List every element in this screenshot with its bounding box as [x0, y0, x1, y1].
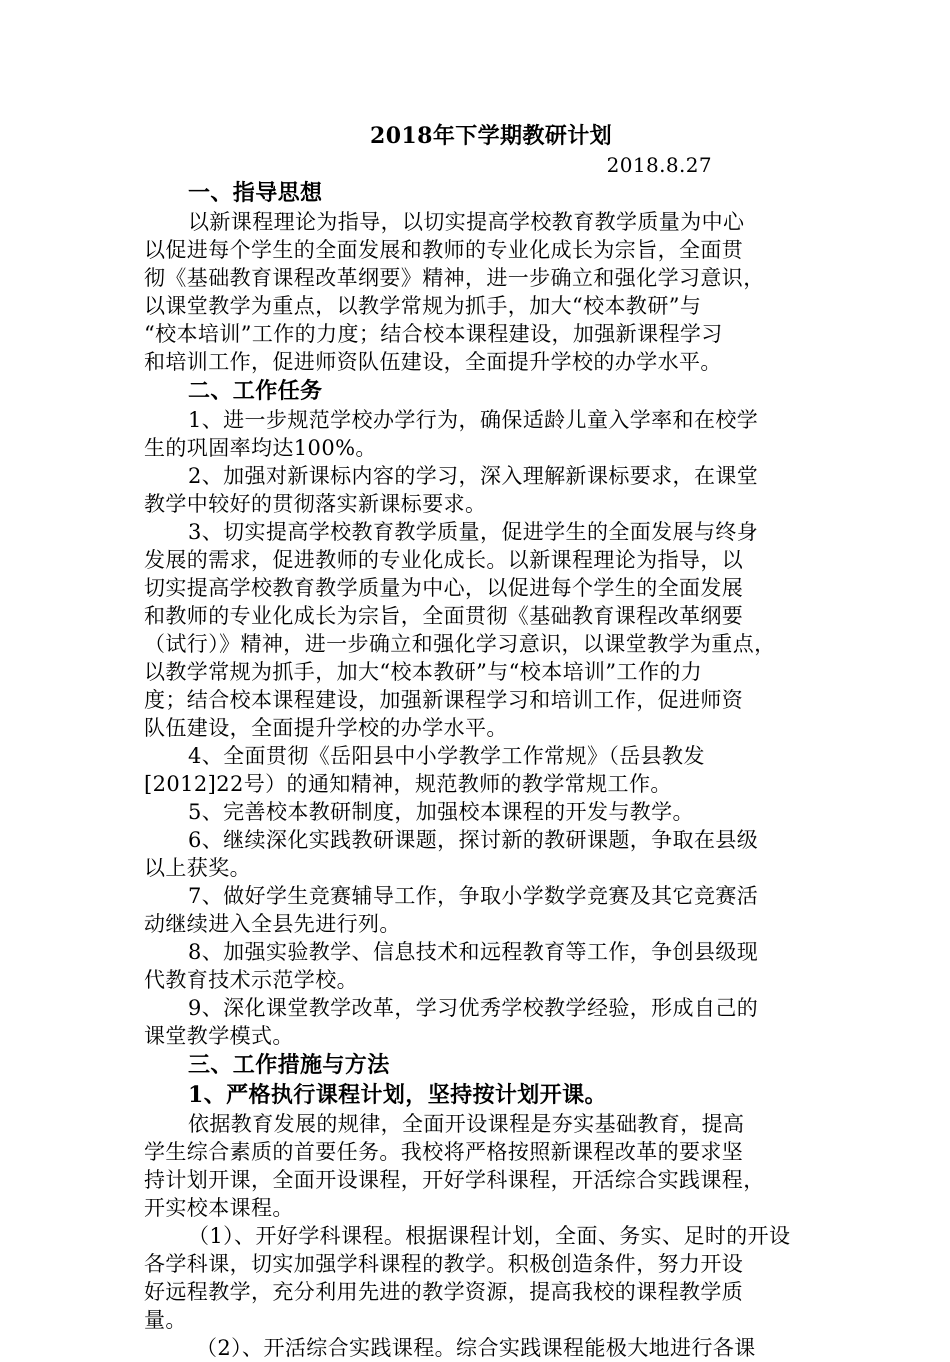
text-line: 好远程教学，充分利用先进的教学资源，提高我校的课程教学质 — [144, 1280, 744, 1304]
text-line: 生的巩固率均达100%。 — [144, 436, 377, 460]
text-line: 开实校本课程。 — [144, 1196, 294, 1220]
text-line: 依据教育发展的规律，全面开设课程是夯实基础教育，提高 — [188, 1112, 745, 1136]
text-line: 以教学常规为抓手，加大“校本教研”与“校本培训”工作的力 — [144, 660, 703, 684]
text-line: 5、完善校本教研制度，加强校本课程的开发与教学。 — [188, 800, 694, 824]
list-item-task-9 — [144, 994, 808, 1050]
text-line: 以上获奖。 — [144, 856, 251, 880]
list-item-task-4 — [144, 742, 808, 798]
text-line: 教学中较好的贯彻落实新课标要求。 — [144, 492, 487, 516]
text-line: 以课堂教学为重点，以教学常规为抓手，加大“校本教研”与 — [144, 294, 702, 318]
text-line: （试行）》精神，进一步确立和强化学习意识，以课堂教学为重点， — [144, 632, 776, 656]
text-line: 9、深化课堂教学改革，学习优秀学校教学经验，形成自己的 — [188, 996, 759, 1020]
text-line: 课堂教学模式。 — [144, 1024, 294, 1048]
list-item-task-7 — [144, 882, 808, 938]
text-line: 8、加强实验教学、信息技术和远程教育等工作，争创县级现 — [188, 940, 759, 964]
text-line: 以新课程理论为指导，以切实提高学校教育教学质量为中心 — [188, 210, 745, 234]
text-line: （1）、开好学科课程。根据课程计划，全面、务实、足时的开设 — [188, 1224, 791, 1248]
text-line: 度；结合校本课程建设，加强新课程学习和培训工作，促进师资 — [144, 688, 744, 712]
text-line: “校本培训”工作的力度；结合校本课程建设，加强新课程学习 — [144, 322, 723, 346]
list-item-task-1 — [144, 406, 808, 462]
subheading-curriculum-plan: 1、严格执行课程计划，坚持按计划开课。 — [188, 1082, 607, 1108]
text-line: 切实提高学校教育教学质量为中心，以促进每个学生的全面发展 — [144, 576, 744, 600]
text-line: 量。 — [144, 1308, 187, 1332]
section-heading-work-tasks: 二、工作任务 — [188, 378, 323, 404]
text-line: 学生综合素质的首要任务。我校将严格按照新课程改革的要求坚 — [144, 1140, 744, 1164]
list-item-task-8 — [144, 938, 808, 994]
text-line: 6、继续深化实践教研课题，探讨新的教研课题，争取在县级 — [188, 828, 759, 852]
paragraph-curriculum-basis — [144, 1110, 808, 1222]
text-line: （2）、开活综合实践课程。综合实践课程能极大地进行各课 — [196, 1336, 756, 1360]
text-line: 彻《基础教育课程改革纲要》精神，进一步确立和强化学习意识， — [144, 266, 765, 290]
document-body — [144, 120, 808, 1362]
text-line: 和培训工作，促进师资队伍建设，全面提升学校的办学水平。 — [144, 350, 722, 374]
section-heading-measures-methods: 三、工作措施与方法 — [188, 1052, 390, 1078]
text-line: 队伍建设，全面提升学校的办学水平。 — [144, 716, 508, 740]
text-line: 4、全面贯彻《岳阳县中小学教学工作常规》（岳县教发 — [188, 744, 705, 768]
text-line: 动继续进入全县先进行列。 — [144, 912, 401, 936]
list-item-task-6 — [144, 826, 808, 882]
list-item-task-5 — [144, 798, 808, 826]
text-line: 各学科课，切实加强学科课程的教学。积极创造条件，努力开设 — [144, 1252, 744, 1276]
text-line: 2、加强对新课标内容的学习，深入理解新课标要求，在课堂 — [188, 464, 759, 488]
text-line: 和教师的专业化成长为宗旨，全面贯彻《基础教育课程改革纲要 — [144, 604, 744, 628]
paragraph-guiding-ideology — [144, 208, 808, 376]
text-line: 持计划开课，全面开设课程，开好学科课程，开活综合实践课程， — [144, 1168, 765, 1192]
paragraph-practice-courses — [144, 1334, 808, 1362]
paragraph-subject-courses — [144, 1222, 808, 1334]
list-item-task-3 — [144, 518, 808, 742]
section-heading-guiding-ideology: 一、指导思想 — [188, 180, 323, 206]
list-item-task-2 — [144, 462, 808, 518]
text-line: 1、进一步规范学校办学行为，确保适龄儿童入学率和在校学 — [188, 408, 759, 432]
text-line: 发展的需求，促进教师的专业化成长。以新课程理论为指导，以 — [144, 548, 744, 572]
text-line: 以促进每个学生的全面发展和教师的专业化成长为宗旨，全面贯 — [144, 238, 744, 262]
document-date: 2018.8.27 — [606, 153, 712, 177]
text-line: 7、做好学生竞赛辅导工作，争取小学数学竞赛及其它竞赛活 — [188, 884, 759, 908]
text-line: 代教育技术示范学校。 — [144, 968, 358, 992]
text-line: 3、切实提高学校教育教学质量，促进学生的全面发展与终身 — [188, 520, 759, 544]
document-title: 2018年下学期教研计划 — [369, 123, 613, 149]
text-line: [2012]22号）的通知精神，规范教师的教学常规工作。 — [144, 772, 672, 796]
